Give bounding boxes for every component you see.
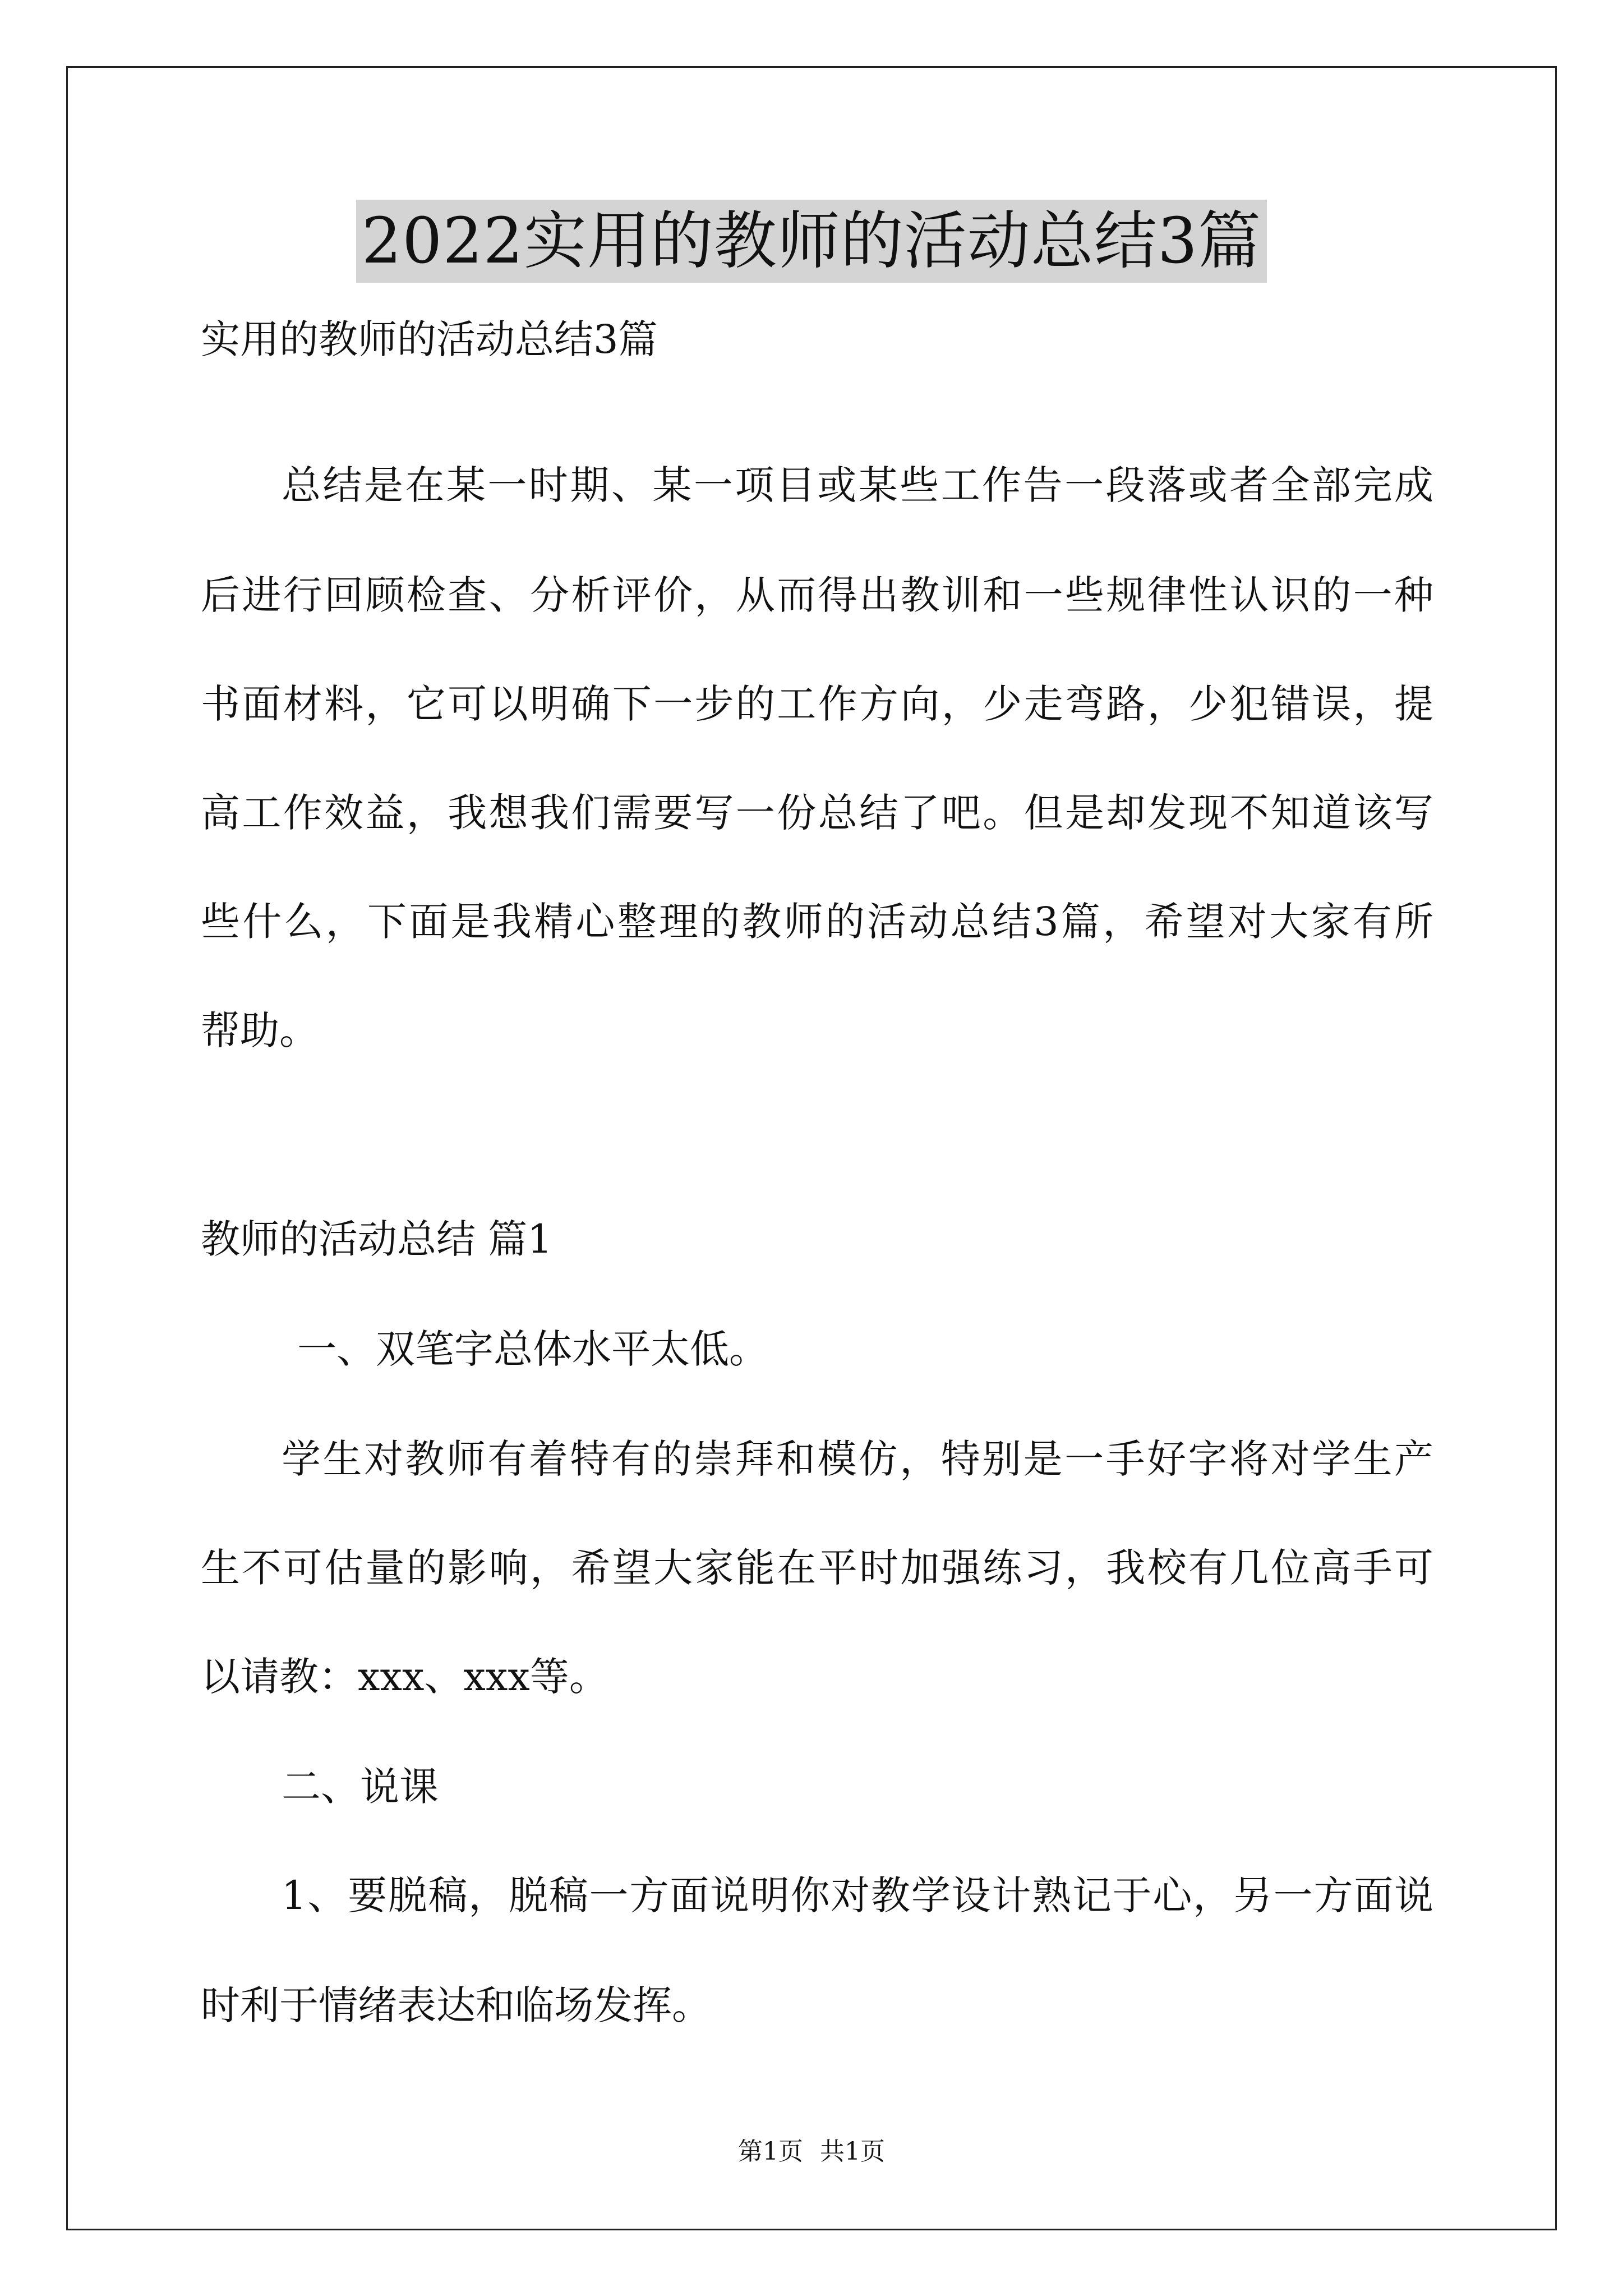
intro-line: 书面材料，它可以明确下一步的工作方向，少走弯路，少犯错误，提 [201,681,1433,727]
title-container [0,200,1623,283]
page-number: 第1页 [738,2137,803,2166]
item2-line: 1、要脱稿，脱稿一方面说明你对教学设计熟记于心，另一方面说 [282,1872,1433,1918]
page-footer [0,2135,1623,2169]
item2-line: 时利于情绪表达和临场发挥。 [201,1982,711,2028]
intro-line: 帮助。 [201,1007,319,1053]
section-heading: 教师的活动总结 篇1 [201,1216,552,1262]
item2-heading: 二、说课 [282,1764,439,1810]
document-subtitle: 实用的教师的活动总结3篇 [201,316,658,362]
intro-line: 总结是在某一时期、某一项目或某些工作告一段落或者全部完成 [282,462,1433,508]
intro-line: 些什么，下面是我精心整理的教师的活动总结3篇，希望对大家有所 [201,899,1433,945]
item1-line: 以请教：xxx、xxx等。 [201,1654,608,1700]
intro-line: 后进行回顾检查、分析评价，从而得出教训和一些规律性认识的一种 [201,572,1433,618]
item1-line: 生不可估量的影响，希望大家能在平时加强练习，我校有几位高手可 [201,1545,1433,1591]
document-title: 2022实用的教师的活动总结3篇 [356,200,1267,283]
page-total: 共1页 [820,2137,885,2166]
intro-line: 高工作效益，我想我们需要写一份总结了吧。但是却发现不知道该写 [201,790,1433,836]
item1-heading: 一、双笔字总体水平太低。 [297,1326,768,1372]
item1-line: 学生对教师有着特有的崇拜和模仿，特别是一手好字将对学生产 [282,1436,1433,1482]
